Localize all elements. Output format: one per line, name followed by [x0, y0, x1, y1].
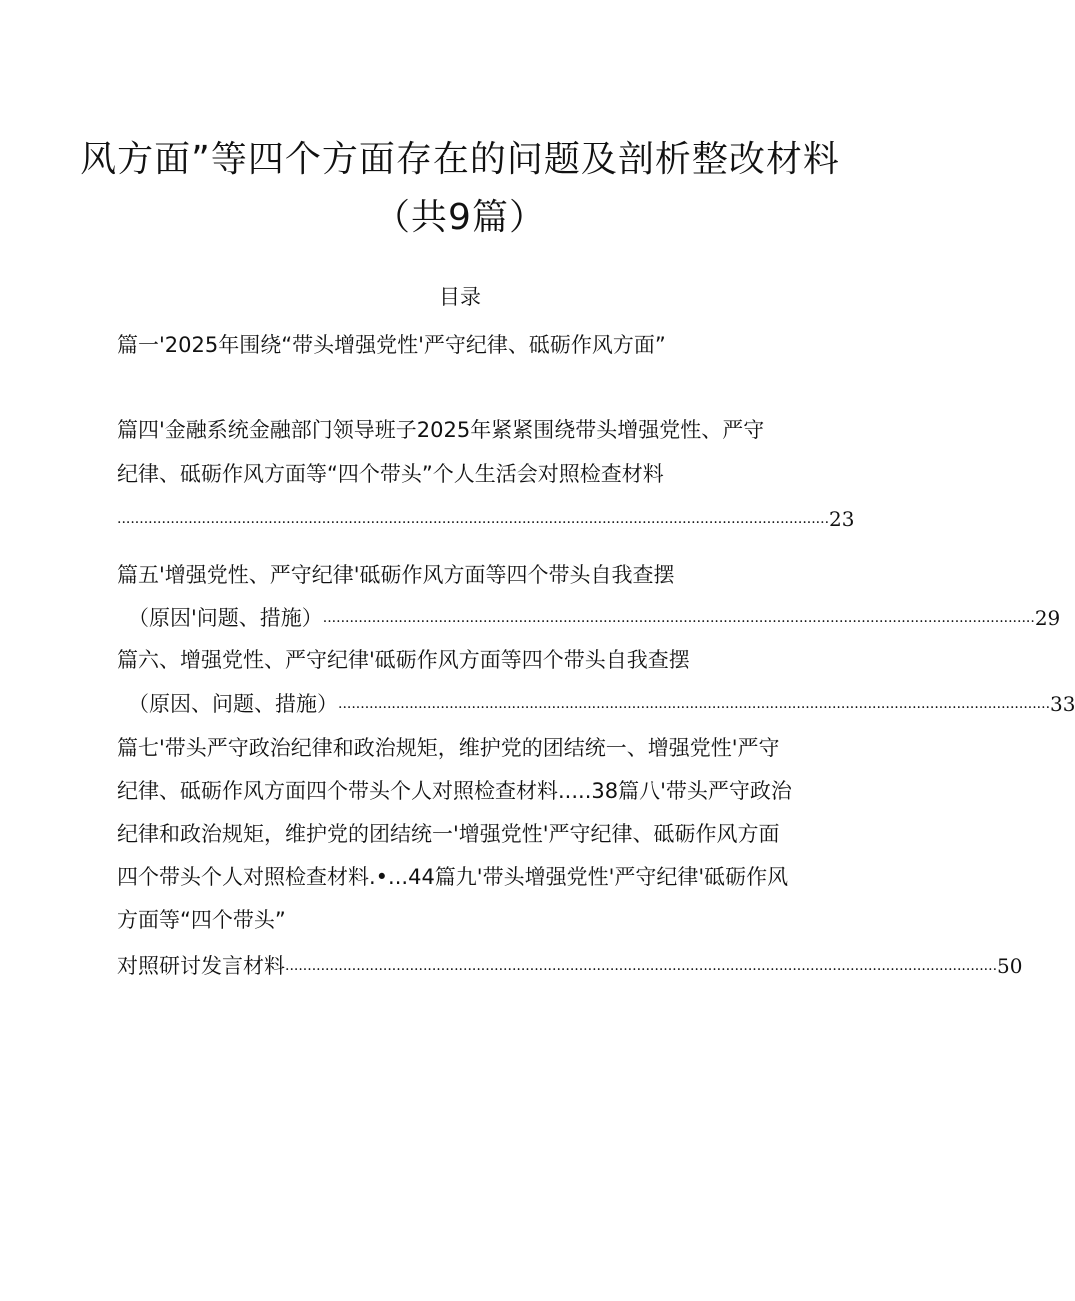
- toc-entry-6-subtitle: （原因、问题、措施）: [128, 692, 338, 716]
- toc-entry-4-leader: [117, 504, 855, 534]
- toc-entry-8-line-2[interactable]: 四个带头个人对照检查材料.•...44篇九'带头增强党性'严守纪律'砥砺作风: [117, 865, 789, 889]
- toc-entry-7-line-2[interactable]: 纪律、砥砺作风方面四个带头个人对照检查材料.....38篇八'带头严守政治: [117, 779, 792, 803]
- toc-entry-9-line-2[interactable]: [117, 951, 1023, 981]
- toc-entry-4-page: 23: [829, 507, 855, 531]
- toc-entry-9-subtitle: 对照研讨发言材料: [117, 954, 285, 978]
- toc-entry-4-line-2[interactable]: 纪律、砥砺作风方面等“四个带头”个人生活会对照检查材料: [117, 462, 664, 486]
- toc-entry-9-line-1[interactable]: 方面等“四个带头”: [117, 908, 286, 932]
- document-title-line-1: 风方面”等四个方面存在的问题及剖析整改材料: [80, 139, 840, 180]
- toc-entry-5-line-2[interactable]: [128, 603, 1061, 633]
- toc-entry-5-page: 29: [1034, 606, 1061, 630]
- toc-entry-6-page: 33: [1050, 692, 1075, 716]
- dot-leader: ................................................................................................................................................................: [338, 696, 1051, 712]
- toc-entry-1[interactable]: 篇一'2025年围绕“带头增强党性'严守纪律、砥砺作风方面”: [117, 333, 666, 357]
- dot-leader: ................................................................................................................................................................: [285, 958, 998, 974]
- toc-heading: 目录: [439, 285, 481, 309]
- dot-leader: ................................................................................................................................................................: [117, 511, 830, 527]
- toc-entry-7-line-1[interactable]: 篇七'带头严守政治纪律和政治规矩，维护党的团结统一、增强党性'严守: [117, 736, 780, 760]
- toc-entry-6-line-2[interactable]: [128, 689, 1075, 719]
- toc-entry-6-line-1[interactable]: 篇六、增强党性、严守纪律'砥砺作风方面等四个带头自我查摆: [117, 648, 690, 672]
- toc-entry-9-page: 50: [997, 954, 1023, 978]
- dot-leader: ................................................................................................................................................................: [322, 610, 1035, 626]
- toc-entry-8-line-1[interactable]: 纪律和政治规矩，维护党的团结统一'增强党性'严守纪律、砥砺作风方面: [117, 822, 780, 846]
- document-title-line-2: （共9篇）: [374, 197, 546, 238]
- toc-entry-5-line-1[interactable]: 篇五'增强党性、严守纪律'砥砺作风方面等四个带头自我查摆: [117, 563, 675, 587]
- toc-entry-4-line-1[interactable]: 篇四'金融系统金融部门领导班子2025年紧紧围绕带头增强党性、严守: [117, 418, 765, 442]
- toc-entry-5-subtitle: （原因'问题、措施）: [128, 606, 323, 630]
